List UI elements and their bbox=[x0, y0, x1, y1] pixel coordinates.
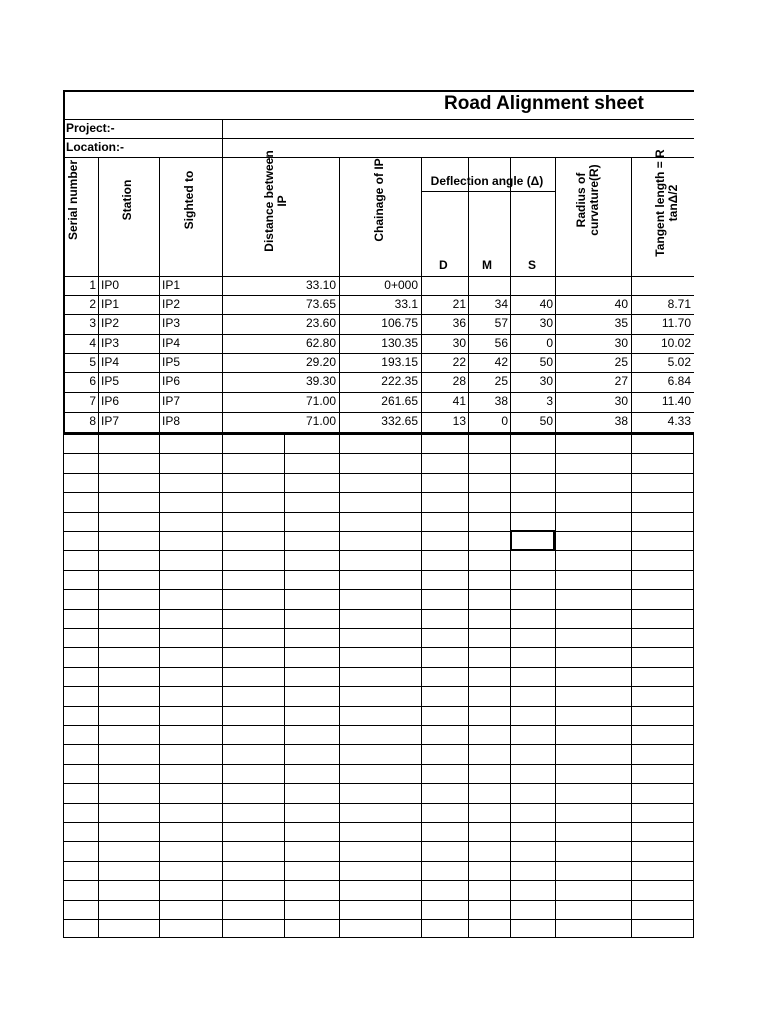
grid-line bbox=[63, 686, 694, 687]
grid-line bbox=[63, 841, 694, 842]
cell-sighted[interactable]: IP7 bbox=[162, 394, 181, 408]
grid-line bbox=[63, 937, 694, 938]
cell-radius[interactable]: 40 bbox=[614, 297, 628, 311]
cell-distance[interactable]: 71.00 bbox=[305, 394, 336, 408]
header-serial-number: Serial number bbox=[66, 159, 80, 241]
cell-station[interactable]: IP0 bbox=[101, 278, 120, 292]
grid-line bbox=[63, 119, 694, 120]
grid-line bbox=[63, 880, 694, 881]
header-seconds: S bbox=[528, 258, 537, 272]
cell-d[interactable] bbox=[422, 276, 466, 295]
cell-radius[interactable]: 30 bbox=[614, 394, 628, 408]
cell-chainage[interactable]: 130.35 bbox=[381, 336, 418, 350]
grid-line bbox=[63, 725, 694, 726]
cell-sighted[interactable]: IP8 bbox=[162, 414, 181, 428]
cell-chainage[interactable]: 0+000 bbox=[384, 278, 418, 292]
cell-radius[interactable]: 30 bbox=[614, 336, 628, 350]
grid-line bbox=[63, 589, 694, 590]
cell-station[interactable]: IP6 bbox=[101, 394, 120, 408]
grid-line bbox=[63, 453, 694, 454]
cell-tangent[interactable]: 11.40 bbox=[661, 394, 691, 408]
grid-line bbox=[63, 434, 694, 435]
grid-line bbox=[63, 783, 694, 784]
cell-d[interactable]: 13 bbox=[452, 414, 466, 428]
grid-line bbox=[63, 512, 694, 513]
cell-s[interactable] bbox=[511, 276, 553, 295]
cell-sighted[interactable]: IP3 bbox=[162, 316, 181, 330]
cell-s[interactable]: 40 bbox=[539, 297, 553, 311]
cell-chainage[interactable]: 106.75 bbox=[381, 316, 418, 330]
cell-station[interactable]: IP5 bbox=[101, 374, 120, 388]
grid-line bbox=[222, 119, 223, 157]
header-minutes: M bbox=[482, 258, 492, 272]
cell-m[interactable]: 42 bbox=[494, 355, 508, 369]
header-distance-between-ip: Distance between IP bbox=[262, 150, 289, 252]
grid-line bbox=[63, 473, 694, 474]
cell-serial[interactable]: 1 bbox=[89, 278, 96, 292]
cell-chainage[interactable]: 193.15 bbox=[381, 355, 418, 369]
cell-station[interactable]: IP7 bbox=[101, 414, 120, 428]
grid-line bbox=[63, 667, 694, 668]
cell-m[interactable]: 38 bbox=[494, 394, 508, 408]
cell-d[interactable]: 28 bbox=[452, 374, 466, 388]
road-alignment-sheet bbox=[63, 90, 694, 938]
cell-m[interactable]: 56 bbox=[494, 336, 508, 350]
cell-distance[interactable]: 39.30 bbox=[305, 374, 336, 388]
cell-d[interactable]: 30 bbox=[452, 336, 466, 350]
grid-line bbox=[63, 919, 694, 920]
cell-radius[interactable]: 25 bbox=[614, 355, 628, 369]
cell-d[interactable]: 22 bbox=[452, 355, 466, 369]
grid-line bbox=[63, 861, 694, 862]
grid-line bbox=[63, 744, 694, 745]
cell-chainage[interactable]: 332.65 bbox=[381, 414, 418, 428]
header-tangent-length: Tangent length = R tanΔ/2 bbox=[653, 149, 680, 257]
cell-tangent[interactable]: 11.70 bbox=[661, 316, 691, 330]
cell-m[interactable]: 0 bbox=[501, 414, 508, 428]
header-degrees: D bbox=[439, 258, 448, 272]
grid-line bbox=[63, 822, 694, 823]
cell-s[interactable]: 0 bbox=[546, 336, 553, 350]
cell-s[interactable]: 50 bbox=[539, 355, 553, 369]
cell-serial[interactable]: 7 bbox=[89, 394, 96, 408]
grid-line bbox=[63, 570, 694, 571]
grid-line bbox=[63, 90, 694, 92]
cell-radius[interactable]: 38 bbox=[614, 414, 628, 428]
cell-d[interactable]: 21 bbox=[452, 297, 466, 311]
cell-tangent[interactable]: 10.02 bbox=[660, 336, 691, 350]
cell-tangent[interactable]: 4.33 bbox=[667, 414, 691, 428]
cell-m[interactable] bbox=[469, 276, 508, 295]
grid-line bbox=[63, 764, 694, 765]
cell-serial[interactable]: 5 bbox=[89, 355, 96, 369]
project-label: Project:- bbox=[66, 121, 115, 135]
grid-line bbox=[63, 609, 694, 610]
cell-station[interactable]: IP3 bbox=[101, 336, 120, 350]
grid-line bbox=[63, 138, 694, 139]
cell-d[interactable]: 41 bbox=[452, 394, 466, 408]
sheet-title: Road Alignment sheet bbox=[444, 93, 644, 114]
cell-chainage[interactable]: 261.65 bbox=[381, 394, 418, 408]
cell-d[interactable]: 36 bbox=[452, 316, 466, 330]
cell-station[interactable]: IP2 bbox=[101, 316, 120, 330]
grid-line bbox=[63, 550, 694, 551]
grid-line bbox=[63, 492, 694, 493]
grid-line bbox=[63, 628, 694, 629]
header-deflection-angle: Deflection angle (Δ) bbox=[430, 174, 544, 188]
cell-radius[interactable]: 35 bbox=[614, 316, 628, 330]
cell-tangent[interactable]: 8.71 bbox=[667, 297, 691, 311]
cell-distance[interactable]: 29.20 bbox=[305, 355, 336, 369]
cell-sighted[interactable]: IP2 bbox=[162, 297, 181, 311]
cell-serial[interactable]: 8 bbox=[89, 414, 96, 428]
cell-chainage[interactable]: 222.35 bbox=[381, 374, 418, 388]
grid-line bbox=[63, 647, 694, 648]
cell-serial[interactable]: 6 bbox=[89, 374, 96, 388]
cell-sighted[interactable]: IP1 bbox=[162, 278, 181, 292]
cell-distance[interactable]: 23.60 bbox=[305, 316, 336, 330]
header-station: Station bbox=[120, 179, 134, 221]
cell-sighted[interactable]: IP6 bbox=[162, 374, 181, 388]
cell-tangent[interactable]: 5.02 bbox=[667, 355, 691, 369]
grid-line bbox=[63, 531, 694, 532]
grid-line bbox=[63, 706, 694, 707]
cell-chainage[interactable]: 33.1 bbox=[394, 297, 418, 311]
cell-station[interactable]: IP4 bbox=[101, 355, 120, 369]
cell-serial[interactable]: 4 bbox=[89, 336, 96, 350]
cell-distance[interactable]: 33.10 bbox=[305, 278, 336, 292]
cell-m[interactable]: 25 bbox=[494, 374, 508, 388]
grid-line bbox=[421, 191, 555, 192]
cell-m[interactable]: 34 bbox=[494, 297, 508, 311]
header-sighted-to: Sighted to bbox=[182, 170, 196, 230]
cell-distance[interactable]: 71.00 bbox=[305, 414, 336, 428]
cell-s[interactable]: 30 bbox=[539, 374, 553, 388]
selected-cell[interactable] bbox=[510, 530, 555, 551]
cell-s[interactable]: 50 bbox=[539, 414, 553, 428]
header-chainage-of-ip: Chainage of IP bbox=[372, 158, 386, 242]
grid-line bbox=[63, 900, 694, 901]
cell-serial[interactable]: 3 bbox=[89, 316, 96, 330]
cell-sighted[interactable]: IP5 bbox=[162, 355, 181, 369]
cell-distance[interactable]: 62.80 bbox=[305, 336, 336, 350]
location-label: Location:- bbox=[66, 140, 124, 154]
cell-tangent[interactable]: 6.84 bbox=[667, 374, 691, 388]
grid-line bbox=[63, 432, 694, 433]
cell-serial[interactable]: 2 bbox=[89, 297, 96, 311]
header-radius-of-curvature: Radius of curvature(R) bbox=[574, 164, 601, 236]
cell-radius[interactable]: 27 bbox=[614, 374, 628, 388]
cell-station[interactable]: IP1 bbox=[101, 297, 120, 311]
grid-line bbox=[63, 803, 694, 804]
cell-distance[interactable]: 73.65 bbox=[305, 297, 336, 311]
cell-sighted[interactable]: IP4 bbox=[162, 336, 181, 350]
cell-radius[interactable] bbox=[556, 276, 628, 295]
cell-tangent[interactable] bbox=[632, 276, 691, 295]
cell-s[interactable]: 3 bbox=[546, 394, 553, 408]
cell-m[interactable]: 57 bbox=[494, 316, 508, 330]
cell-s[interactable]: 30 bbox=[539, 316, 553, 330]
